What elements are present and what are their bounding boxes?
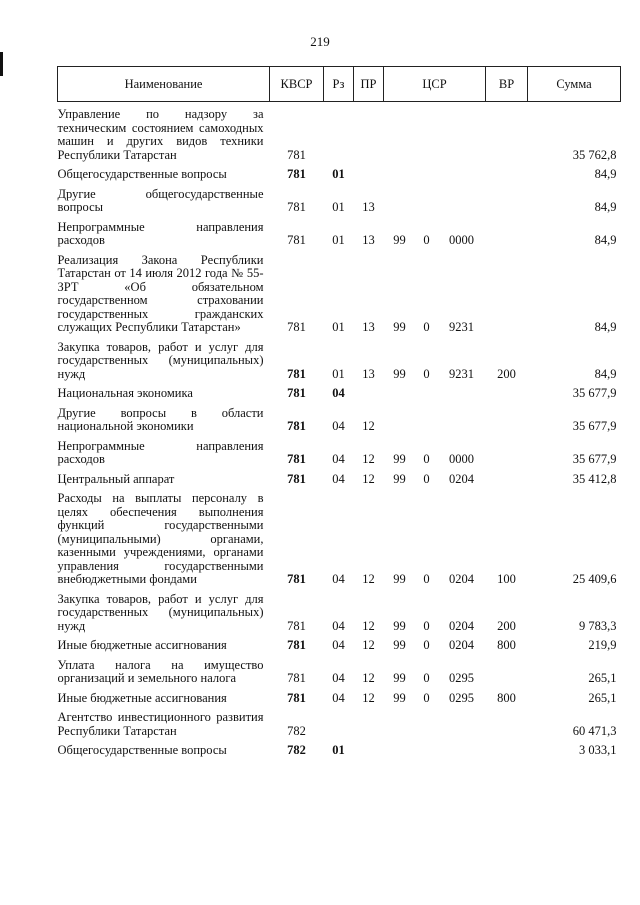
row-name: Агентство инвестиционного развития Республики Татарстан bbox=[57, 710, 264, 738]
row-csr-program: 99 bbox=[393, 671, 406, 685]
row-csr-program: 99 bbox=[393, 618, 406, 633]
row-csr-program bbox=[384, 401, 416, 434]
budget-table bbox=[57, 66, 621, 758]
row-csr-code bbox=[438, 182, 486, 215]
header-rz: Рз bbox=[324, 67, 354, 102]
row-kvsr: 781 bbox=[287, 320, 306, 334]
row-rz bbox=[324, 102, 354, 163]
row-sum: 35 677,9 bbox=[572, 419, 617, 433]
row-csr-code: 0000 bbox=[449, 233, 474, 247]
row-sum: 265,1 bbox=[588, 671, 617, 685]
row-rz bbox=[324, 705, 354, 738]
row-csr-program: 99 bbox=[393, 690, 406, 705]
row-csr-code bbox=[438, 102, 486, 163]
table-row bbox=[58, 182, 621, 215]
row-csr-code: 0204 bbox=[449, 572, 474, 586]
row-vr bbox=[486, 434, 528, 467]
row-pr: 13 bbox=[362, 200, 375, 214]
header-sum: Сумма bbox=[528, 67, 621, 102]
row-vr bbox=[486, 182, 528, 215]
row-pr bbox=[354, 162, 384, 182]
row-rz: 01 bbox=[332, 743, 345, 757]
row-csr-program: 99 bbox=[393, 233, 406, 247]
row-name: Иные бюджетные ассигнования bbox=[57, 638, 227, 652]
row-kvsr: 781 bbox=[287, 147, 306, 162]
row-csr-direction bbox=[416, 162, 438, 182]
row-kvsr: 781 bbox=[287, 638, 306, 652]
row-rz: 04 bbox=[332, 638, 345, 652]
row-csr-direction: 0 bbox=[423, 471, 430, 486]
row-rz: 04 bbox=[332, 386, 345, 400]
row-csr-direction bbox=[416, 102, 438, 163]
row-kvsr: 781 bbox=[287, 200, 306, 214]
row-pr: 12 bbox=[362, 572, 375, 586]
row-vr bbox=[486, 705, 528, 738]
row-csr-direction bbox=[416, 401, 438, 434]
row-sum: 35 677,9 bbox=[572, 386, 617, 400]
row-kvsr: 782 bbox=[287, 743, 306, 757]
row-name: Общегосударственные вопросы bbox=[57, 743, 227, 757]
table-row bbox=[58, 486, 621, 587]
row-csr-program bbox=[384, 162, 416, 182]
row-csr-direction: 0 bbox=[423, 233, 430, 247]
header-kvsr: КВСР bbox=[270, 67, 324, 102]
row-name: Общегосударственные вопросы bbox=[57, 167, 227, 181]
row-csr-code: 0295 bbox=[449, 671, 474, 685]
table-row bbox=[58, 381, 621, 401]
row-csr-code bbox=[438, 381, 486, 401]
row-rz: 04 bbox=[332, 618, 345, 633]
row-csr-program: 99 bbox=[393, 366, 406, 381]
row-csr-code bbox=[438, 705, 486, 738]
row-kvsr: 781 bbox=[287, 618, 306, 633]
table-header bbox=[58, 67, 621, 102]
row-name: Иные бюджетные ассигнования bbox=[57, 690, 227, 705]
table-row bbox=[58, 215, 621, 248]
row-csr-direction: 0 bbox=[423, 618, 430, 633]
row-csr-direction: 0 bbox=[423, 690, 430, 705]
row-name: Закупка товаров, работ и услуг для государственных (муниципальных) нужд bbox=[57, 591, 264, 633]
row-name: Непрограммные направления расходов bbox=[57, 219, 264, 247]
row-csr-direction: 0 bbox=[423, 366, 430, 381]
row-sum: 84,9 bbox=[594, 167, 617, 181]
row-kvsr: 781 bbox=[287, 572, 306, 586]
row-csr-code bbox=[438, 738, 486, 758]
row-kvsr: 781 bbox=[287, 452, 306, 466]
row-name: Управление по надзору за техническим состоянием самоходных машин и других видов техники Республики Татарстан bbox=[57, 107, 264, 162]
row-sum: 25 409,6 bbox=[572, 572, 617, 586]
row-pr: 12 bbox=[362, 671, 375, 685]
row-csr-direction: 0 bbox=[423, 572, 430, 586]
row-csr-code: 0295 bbox=[449, 690, 474, 705]
row-csr-program: 99 bbox=[393, 452, 406, 466]
table-row bbox=[58, 102, 621, 163]
row-rz: 04 bbox=[332, 690, 345, 705]
row-csr-code bbox=[438, 401, 486, 434]
row-csr-direction: 0 bbox=[423, 671, 430, 685]
row-kvsr: 781 bbox=[287, 167, 306, 181]
row-name: Закупка товаров, работ и услуг для государственных (муниципальных) нужд bbox=[57, 339, 264, 381]
row-csr-direction: 0 bbox=[423, 638, 430, 652]
row-csr-code bbox=[438, 162, 486, 182]
row-csr-program bbox=[384, 102, 416, 163]
row-pr: 12 bbox=[362, 419, 375, 433]
row-sum: 84,9 bbox=[594, 320, 617, 334]
row-name: Расходы на выплаты персоналу в целях обеспечения выполнения функций государственными (муниципальными) органами, казенными учреждениями, органами управления государственными внебюджетными фондами bbox=[57, 491, 264, 586]
row-sum: 60 471,3 bbox=[572, 723, 617, 738]
row-vr bbox=[486, 738, 528, 758]
row-name: Непрограммные направления расходов bbox=[57, 438, 264, 466]
row-rz: 04 bbox=[332, 671, 345, 685]
row-rz: 01 bbox=[332, 233, 345, 247]
row-rz: 01 bbox=[332, 167, 345, 181]
row-name: Реализация Закона Республики Татарстан от 14 июля 2012 года № 55-ЗРТ «Об обязательном государственном страховании государственных гражданских служащих Республики Татарстан» bbox=[57, 252, 264, 334]
row-csr-code: 9231 bbox=[449, 366, 474, 381]
row-rz: 04 bbox=[332, 572, 345, 586]
row-kvsr: 781 bbox=[287, 419, 306, 433]
row-pr: 12 bbox=[362, 452, 375, 466]
row-vr: 800 bbox=[497, 690, 516, 705]
table-row bbox=[58, 686, 621, 706]
row-pr bbox=[354, 705, 384, 738]
table-row bbox=[58, 401, 621, 434]
row-csr-direction: 0 bbox=[423, 452, 430, 466]
row-sum: 35 677,9 bbox=[572, 452, 617, 466]
row-pr bbox=[354, 102, 384, 163]
row-csr-program: 99 bbox=[393, 572, 406, 586]
header-pr: ПР bbox=[354, 67, 384, 102]
row-csr-code: 0204 bbox=[449, 618, 474, 633]
row-vr bbox=[486, 381, 528, 401]
row-name: Уплата налога на имущество организаций и земельного налога bbox=[57, 657, 264, 685]
row-sum: 3 033,1 bbox=[579, 743, 617, 757]
row-csr-program: 99 bbox=[393, 638, 406, 652]
row-csr-code: 0000 bbox=[449, 452, 474, 466]
row-csr-direction bbox=[416, 705, 438, 738]
row-sum: 84,9 bbox=[594, 233, 617, 247]
row-csr-code: 9231 bbox=[449, 320, 474, 334]
row-name: Центральный аппарат bbox=[57, 471, 175, 486]
row-sum: 9 783,3 bbox=[579, 618, 617, 633]
edge-mark bbox=[0, 52, 3, 76]
row-name: Другие вопросы в области национальной экономики bbox=[57, 405, 264, 433]
row-vr: 800 bbox=[497, 638, 516, 652]
row-kvsr: 782 bbox=[287, 723, 306, 738]
header-name: Наименование bbox=[58, 67, 270, 102]
row-csr-direction bbox=[416, 738, 438, 758]
table-row bbox=[58, 434, 621, 467]
row-vr bbox=[486, 102, 528, 163]
row-csr-direction bbox=[416, 182, 438, 215]
table-row bbox=[58, 633, 621, 653]
row-csr-program: 99 bbox=[393, 471, 406, 486]
table-row bbox=[58, 587, 621, 634]
row-rz: 04 bbox=[332, 452, 345, 466]
row-sum: 265,1 bbox=[588, 690, 617, 705]
row-vr bbox=[486, 162, 528, 182]
row-csr-code: 0204 bbox=[449, 471, 474, 486]
row-pr: 12 bbox=[362, 618, 375, 633]
row-vr bbox=[486, 215, 528, 248]
row-kvsr: 781 bbox=[287, 366, 306, 381]
row-sum: 84,9 bbox=[594, 200, 617, 214]
row-kvsr: 781 bbox=[287, 233, 306, 247]
table-body bbox=[58, 102, 621, 758]
row-pr: 13 bbox=[362, 233, 375, 247]
row-rz: 04 bbox=[332, 419, 345, 433]
row-vr bbox=[486, 467, 528, 487]
row-rz: 01 bbox=[332, 366, 345, 381]
row-rz: 04 bbox=[332, 471, 345, 486]
row-csr-program bbox=[384, 738, 416, 758]
row-csr-program bbox=[384, 182, 416, 215]
row-kvsr: 781 bbox=[287, 690, 306, 705]
table-row bbox=[58, 335, 621, 382]
row-kvsr: 781 bbox=[287, 386, 306, 400]
table-row bbox=[58, 248, 621, 335]
row-vr bbox=[486, 248, 528, 335]
row-vr: 200 bbox=[497, 366, 516, 381]
header-vr: ВР bbox=[486, 67, 528, 102]
row-kvsr: 781 bbox=[287, 671, 306, 685]
row-pr: 12 bbox=[362, 638, 375, 652]
row-kvsr: 781 bbox=[287, 471, 306, 486]
row-csr-direction bbox=[416, 381, 438, 401]
row-rz: 01 bbox=[332, 200, 345, 214]
row-pr bbox=[354, 381, 384, 401]
table-row bbox=[58, 738, 621, 758]
table-row bbox=[58, 653, 621, 686]
row-pr: 12 bbox=[362, 690, 375, 705]
table-row bbox=[58, 467, 621, 487]
table-row bbox=[58, 705, 621, 738]
row-sum: 35 762,8 bbox=[572, 147, 617, 162]
row-vr bbox=[486, 653, 528, 686]
row-pr bbox=[354, 738, 384, 758]
row-rz: 01 bbox=[332, 320, 345, 334]
row-name: Национальная экономика bbox=[57, 386, 193, 400]
row-pr: 13 bbox=[362, 320, 375, 334]
header-csr: ЦСР bbox=[384, 67, 486, 102]
row-csr-program: 99 bbox=[393, 320, 406, 334]
page-number: 219 bbox=[310, 34, 330, 49]
row-csr-program bbox=[384, 381, 416, 401]
row-sum: 35 412,8 bbox=[572, 471, 617, 486]
row-sum: 219,9 bbox=[588, 638, 617, 652]
row-vr bbox=[486, 401, 528, 434]
row-vr: 100 bbox=[497, 572, 516, 586]
row-pr: 13 bbox=[362, 366, 375, 381]
row-vr: 200 bbox=[497, 618, 516, 633]
row-pr: 12 bbox=[362, 471, 375, 486]
row-sum: 84,9 bbox=[594, 366, 617, 381]
row-csr-program bbox=[384, 705, 416, 738]
row-csr-direction: 0 bbox=[423, 320, 430, 334]
row-name: Другие общегосударственные вопросы bbox=[57, 186, 264, 214]
table-row bbox=[58, 162, 621, 182]
row-csr-code: 0204 bbox=[449, 638, 474, 652]
